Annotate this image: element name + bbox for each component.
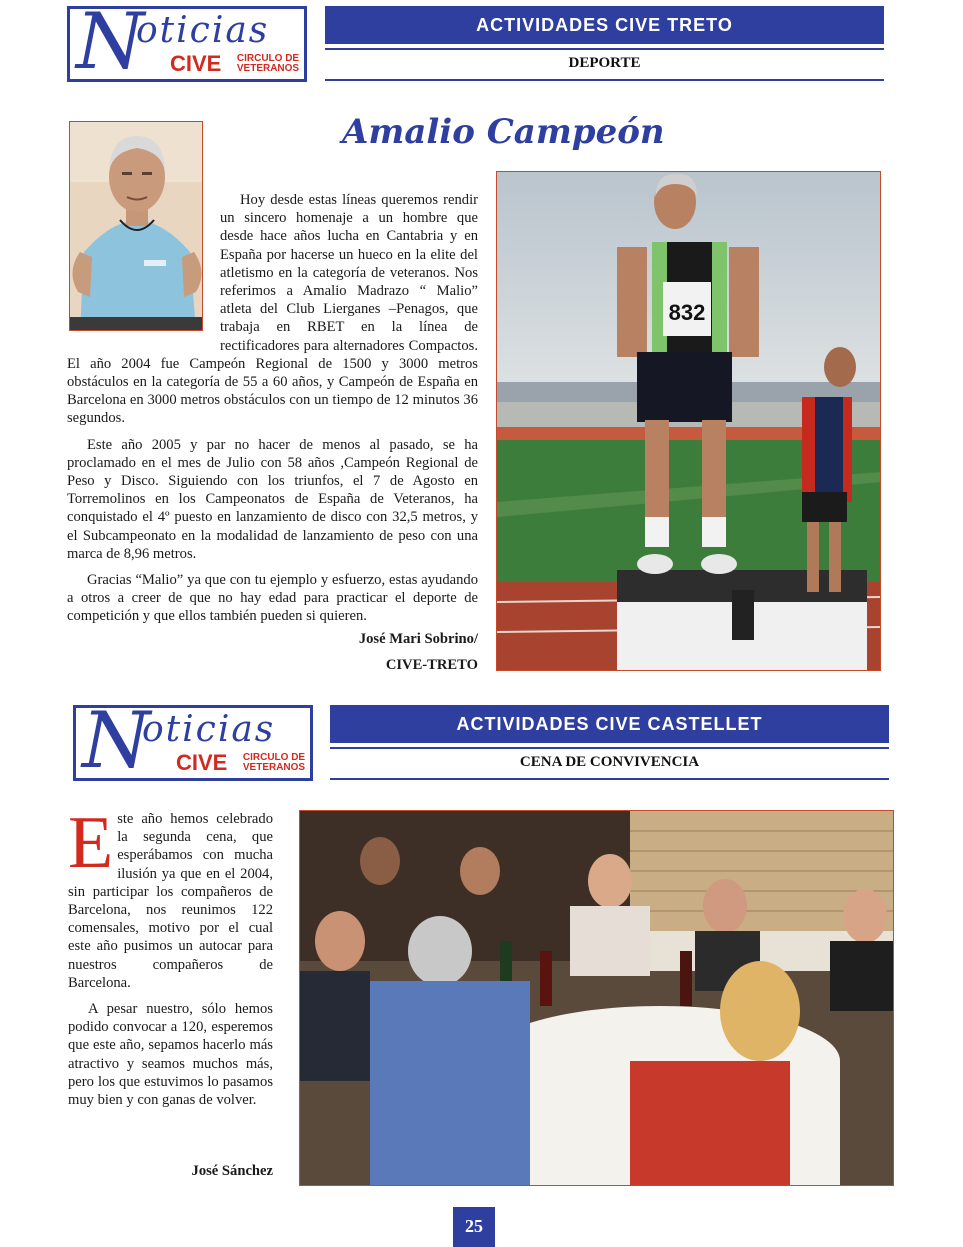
logo-brand: CIVE	[176, 750, 228, 775]
article2-paragraph: A pesar nuestro, sólo hemos podido convocar a 120, esperemos que este año, sepamos hacerlo más atractivo y seamos muchos más, pero los que estuvimos lo pasamos muy bien y con ganas de volver.	[68, 1001, 273, 1109]
noticias-cive-logo-bottom	[73, 696, 313, 786]
article2-signature: José Sánchez	[191, 1163, 273, 1179]
bib-number: 832	[668, 300, 706, 325]
athlete-podium-photo	[496, 171, 881, 671]
article1-paragraph: Hoy desde estas líneas queremos rendir un sincero homenaje a un hombre que desde hace años lucha en Cantabria y en España por hacerse un hueco en la elite del atletismo en la categoría de veteranos. Nos referimos a Amalio Madrazo “ Malio” atleta del Club Lierganes –Penagos, que trabaja en RBET en la línea de rectificadores para alternadores Compactos. El año 2004 fue Campeón Regional de 1500 y 3000 metros obstáculos en la categoría de 55 a 60 años, y Campeón de España en Barcelona en 3000 metros obstáculos con un tiempo de 12 minutos 36 segundos.	[67, 192, 478, 427]
noticias-cive-logo-top	[67, 0, 307, 87]
logo-tagline: CIRCULO DE VETERANOS	[242, 752, 306, 773]
section-rule	[325, 48, 884, 50]
article1-body	[67, 191, 478, 626]
logo-word: oticias	[136, 10, 270, 51]
portrait-wrap-spacer	[67, 191, 220, 341]
article1-signature: José Mari Sobrino/ CIVE-TRETO	[358, 631, 478, 673]
article1-paragraph: Este año 2005 y par no hacer de menos al pasado, se ha proclamado en el mes de Julio con 58 años ,Campeón Regional de Peso y Disco. Siguiendo con los triunfos, el 7 de Agosto en Torremolinos en los Campeonatos de España de Veteranos, ha conquistado el 4º puesto en lanzamiento de disco con 32,5 metros, y el Subcampeonato en la modalidad de lanzamiento de peso con una marca de 8,96 metros.	[67, 436, 478, 562]
dinner-photo	[299, 810, 894, 1186]
article2-paragraph: Este año hemos celebrado la segunda cena, que esperábamos con mucha ilusión ya que en el 2004, sin participar los compañeros de Barcelona, nos reunimos 122 comensales, motivo por el cual este año pusimos un autocar para nuestros compañeros de Barcelona.	[68, 802, 273, 991]
section-bar-treto: ACTIVIDADES CIVE TRETO	[325, 6, 884, 44]
section-subtitle-deporte: DEPORTE	[568, 55, 641, 71]
logo-initial: N	[76, 0, 145, 87]
logo-tagline: CIRCULO DE VETERANOS	[236, 53, 300, 74]
section-bar-castellet: ACTIVIDADES CIVE CASTELLET	[330, 705, 889, 743]
logo-brand: CIVE	[170, 51, 222, 76]
section-rule	[325, 79, 884, 81]
logo-word: oticias	[142, 709, 276, 750]
logo-initial: N	[82, 696, 151, 786]
section-subtitle-cena: CENA DE CONVIVENCIA	[519, 754, 700, 770]
section-rule	[330, 747, 889, 749]
podium-number: 1	[731, 593, 755, 637]
article-title: Amalio Campeón	[342, 112, 665, 152]
page-number: 25	[453, 1207, 495, 1247]
article1-paragraph: Gracias “Malio” ya que con tu ejemplo y esfuerzo, estas ayudando a otros a creer de que no hay edad para practicar el deporte de competición y que ellos también pueden si quieren.	[67, 572, 478, 625]
article2-body	[68, 802, 273, 1109]
section-rule	[330, 778, 889, 780]
drop-cap: E	[68, 802, 114, 884]
